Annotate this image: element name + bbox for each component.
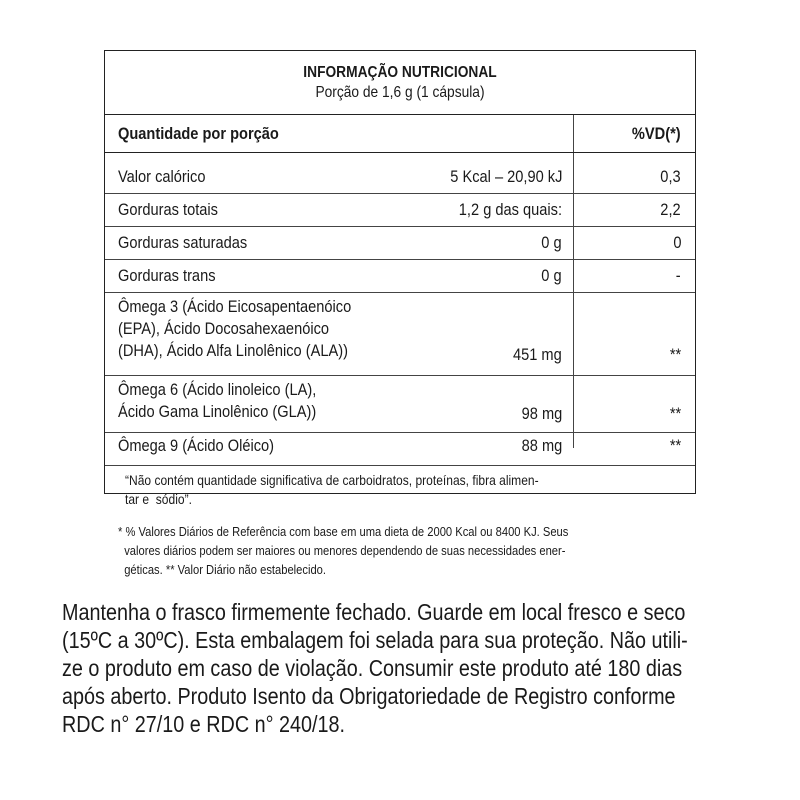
nutrient-name: Ômega 6 (Ácido linoleico (LA), Ácido Gama Linolênico (GLA)) (118, 380, 317, 421)
nutrient-amount: 0 g (541, 233, 562, 252)
nutrient-amount: 0 g (541, 266, 562, 285)
column-header-row (105, 115, 695, 153)
nutrient-amount: 98 mg (521, 404, 562, 423)
storage-instructions: Mantenha o frasco firmemente fechado. Guarde em local fresco e seco (15ºC a 30ºC). Esta embalagem foi selada para sua proteção. Não utili- ze o produto em caso de violação. Consumir este produto até 180 dias após aberto. Produto Isento da Obrigatoriedade de Registro conforme RDC n° 27/10 e RDC n° 240/18. (62, 599, 688, 737)
nutrient-vd: 0 (672, 233, 681, 252)
nutrient-amount: 451 mg (513, 345, 562, 364)
nutrient-amount: 5 Kcal – 20,90 kJ (449, 167, 562, 186)
table-note: “Não contém quantidade significativa de carboidratos, proteínas, fibra alimen- tar e sódio”. (125, 472, 539, 507)
table-title: INFORMAÇÃO NUTRICIONAL (303, 64, 497, 81)
table-row (105, 293, 695, 376)
nutrient-vd: 0,3 (660, 167, 681, 186)
nutrient-name: Ômega 9 (Ácido Oléico) (118, 436, 275, 455)
nutrient-vd: 2,2 (660, 200, 681, 219)
table-row (105, 376, 695, 433)
nutrient-vd: ** (669, 436, 681, 455)
table-row (105, 433, 695, 466)
table-row (105, 260, 695, 293)
quantity-header: Quantidade por porção (118, 124, 279, 143)
nutrient-name: Gorduras trans (118, 266, 216, 285)
nutrient-vd: ** (669, 345, 681, 364)
table-row (105, 194, 695, 227)
vd-footnote: * % Valores Diários de Referência com base em uma dieta de 2000 Kcal ou 8400 KJ. Seus valores diários podem ser maiores ou menores dependendo de suas necessidades ener- géticas. ** Valor Diário não estabelecido. (118, 524, 569, 577)
nutrient-amount: 1,2 g das quais: (458, 200, 562, 219)
nutrient-amount: 88 mg (521, 436, 562, 455)
table-header (105, 51, 695, 115)
table-row (105, 161, 695, 194)
table-row (105, 227, 695, 260)
portion-size: Porção de 1,6 g (1 cápsula) (315, 84, 485, 101)
vd-header: %VD(*) (632, 124, 681, 143)
nutrient-name: Valor calórico (118, 167, 206, 186)
nutrient-name: Gorduras saturadas (118, 233, 248, 252)
nutrient-name: Gorduras totais (118, 200, 218, 219)
nutrition-facts-table (104, 50, 696, 507)
nutrient-vd: - (676, 266, 681, 285)
nutrient-name: Ômega 3 (Ácido Eicosapentaenóico (EPA), Ácido Docosahexaenóico (DHA), Ácido Alfa Linolênico (ALA)) (118, 297, 352, 360)
nutrient-vd: ** (669, 404, 681, 423)
